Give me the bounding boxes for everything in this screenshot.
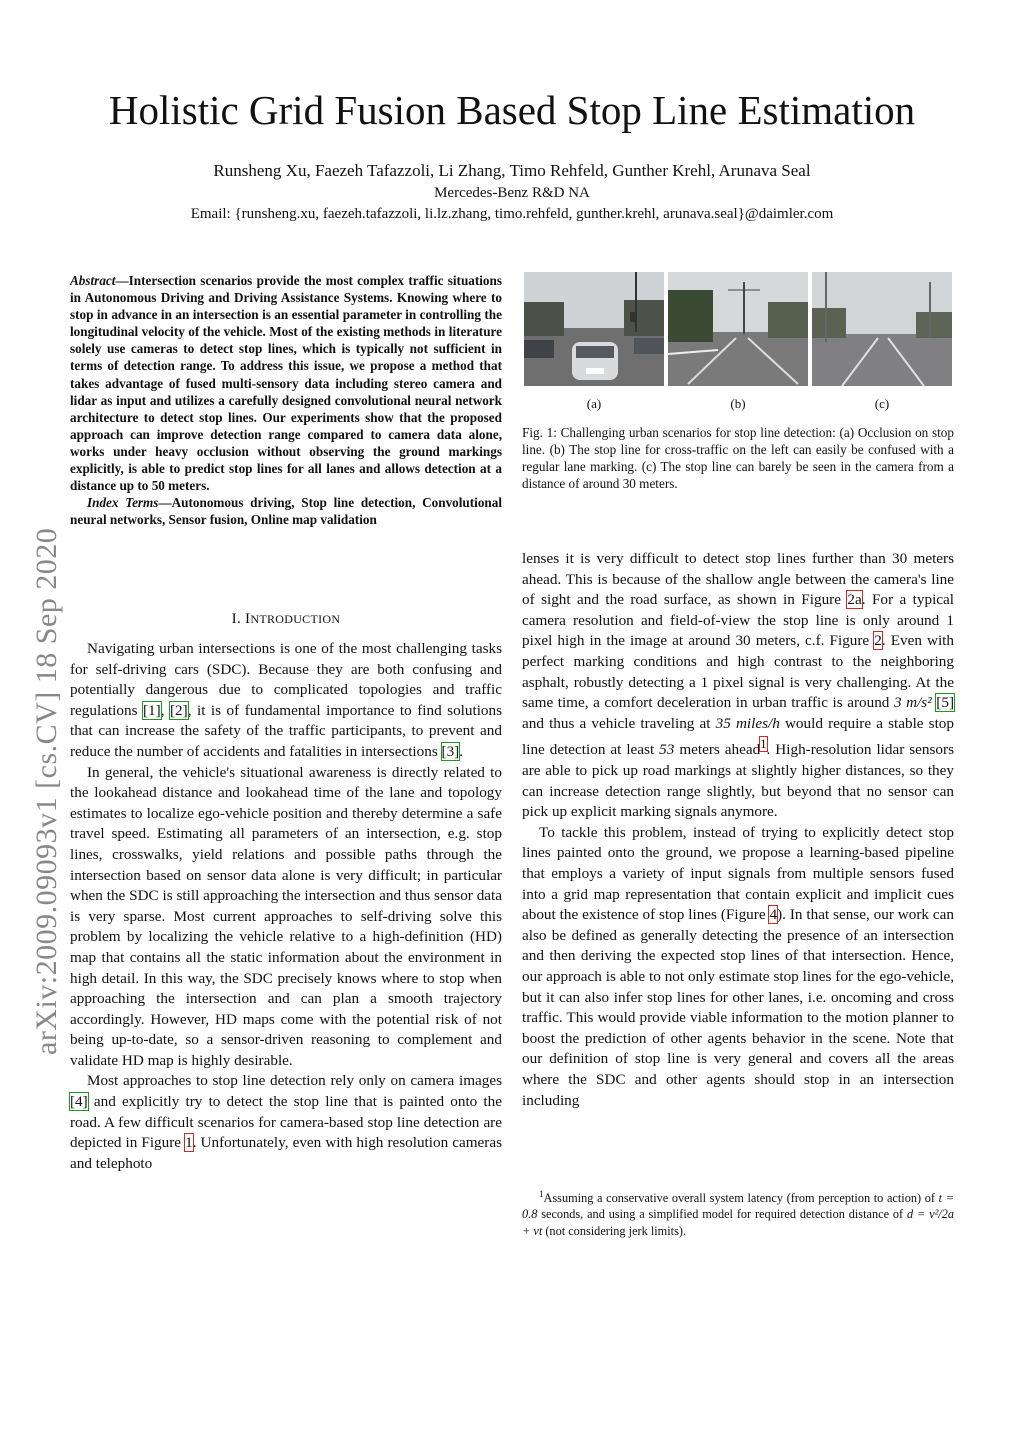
citation-link[interactable]: [5] [936, 694, 955, 712]
paragraph: lenses it is very difficult to detect stop lines further than 30 meters ahead. This is because of the shallow angle between the camera's line of sight and the road surface, as shown in Figure 2a. For a typical camera resolution and field-of-view the stop line is only around 1 pixel high in the image at around 30 meters, c.f. Figure 2. Even with perfect marking conditions and high contrast to the neighboring asphalt, robustly detecting a 1 pixel signal is very challenging. At the same time, a comfort deceleration in urban traffic is around 3 m/s² [5] and thus a vehicle traveling at 35 miles/h would require a stable stop line detection at least 53 meters ahead$^1$. High-resolution lidar sensors are able to pick up road markings at slightly higher distances, so they can increase detection range slightly, but beyond that no sensor can pick up explicit marking signals anymore. [522, 550, 955, 821]
figure-1-caption: Fig. 1: Challenging urban scenarios for stop line detection: (a) Occlusion on stop line. (b) The stop line for cross-traffic on the left can easily be confused with a regular lane marking. (c) The stop line can barely be seen in the camera from a distance of around 30 meters. [522, 425, 954, 492]
abstract-label: Abstract [70, 273, 116, 288]
paragraph: To tackle this problem, instead of trying to explicitly detect stop lines painted onto the ground, we propose a learning-based pipeline that employs a variety of input signals from multiple sensors fused into a grid map representation that contain explicit and implicit cues about the existence of stop lines (Figure 4). In that sense, our work can also be defined as generally detecting the presence of an intersection and then deriving the expected stop lines of that intersection. Hence, our approach is able to not only estimate stop lines for the ego-vehicle, but it can also infer stop lines for other lanes, i.e. oncoming and cross traffic. This would provide viable information to the motion planner to boost the prediction of other agents behavior in the scene. Note that our definition of stop line is very general and covers all the areas where the SDC and other agents should stop in an intersection including [522, 823, 954, 1109]
arxiv-identifier: arXiv:2009.09093v1 [cs.CV] 18 Sep 2020 [30, 527, 63, 1055]
index-terms-label: Index Terms [87, 495, 159, 511]
citation-link[interactable]: [2] [170, 701, 188, 719]
footnote-link[interactable]: 1 [760, 737, 767, 752]
figure-1b-photo [668, 272, 808, 386]
citation-link[interactable]: [3] [441, 742, 460, 760]
abstract [70, 272, 502, 528]
subfigure-label: (b) [730, 396, 746, 411]
introduction-right-column [522, 549, 954, 1111]
figure-link[interactable]: 4 [769, 906, 778, 924]
paper-title: Holistic Grid Fusion Based Stop Line Estimation [108, 87, 916, 133]
introduction-left-column [70, 639, 502, 1174]
footnote: $^1$Assuming a conservative overall system latency (from perception to action) of t = 0.8 seconds, and using a simplified model for required detection distance of d = v²/2a + vt (not considering jerk limits). [522, 1189, 955, 1238]
citation-link[interactable]: [1] [142, 701, 161, 719]
author-list: Runsheng Xu, Faezeh Tafazzoli, Li Zhang, Timo Rehfeld, Gunther Krehl, Arunava Seal [213, 161, 811, 180]
author-emails: Email: {runsheng.xu, faezeh.tafazzoli, li.lz.zhang, timo.rehfeld, gunther.krehl, arunava.seal}@daimler.com [190, 206, 834, 222]
citation-link[interactable]: [4] [70, 1093, 88, 1111]
figure-1c-photo [812, 272, 952, 386]
subfigure-label: (c) [874, 396, 890, 411]
paragraph: In general, the vehicle's situational awareness is directly related to the lookahead distance and lookahead time of the lane and topology estimates to localize ego-vehicle position and thereby determine a safe travel speed. Estimating all parameters of an intersection, e.g. stop lines, crosswalks, yield relations and possible paths through the intersection based on sensor data alone is very difficult; in particular when the SDC is still approaching the intersection and thus sensor data is very sparse. Most current approaches to self-driving solve this problem by localizing the vehicle relative to a high-definition (HD) map that contains all the static information about the environment in high detail. In this way, the SDC precisely knows where to stop when approaching the intersection and can plan a smooth trajectory accordingly. However, HD maps come with the potential risk of not being up-to-date, so a sensor-driven reasoning to complement and validate HD map is highly desirable. [70, 763, 502, 1069]
figure-link[interactable]: 1 [185, 1134, 193, 1152]
paragraph: Most approaches to stop line detection rely only on camera images [4] and explicitly try to detect the stop line that is painted onto the road. A few difficult scenarios for camera-based stop line detection are depicted in Figure 1. Unfortunately, even with high resolution cameras and telephoto [70, 1072, 502, 1172]
index-terms-text: —Autonomous driving, Stop line detection, Convolutional neural networks, Sensor fusion, Online map validation [70, 495, 502, 528]
section-heading-introduction: I. INTRODUCTION [231, 611, 341, 627]
figure-1-images [524, 272, 952, 386]
subfigure-label: (a) [586, 396, 602, 411]
abstract-text: —Intersection scenarios provide the most complex traffic situations in Autonomous Driving and Driving Assistance Systems. Knowing where to stop in advance in an intersection is an essential parameter in controlling the longitudinal velocity of the vehicle. Most of the existing methods in literature solely use cameras to detect stop lines, which is typically not sufficient in terms of detection range. To address this issue, we propose a method that takes advantage of fused multi-sensory data including stereo camera and lidar as input and utilizes a carefully designed convolutional neural network architecture to detect stop lines. Our experiments show that the proposed approach can improve detection range compared to camera data alone, works under heavy occlusion without observing the ground markings explicitly, is able to predict stop lines for all lanes and allows detection at a distance up to 50 meters. [70, 273, 502, 494]
figure-1-subfigure-labels [524, 396, 952, 414]
figure-1a-photo [524, 272, 664, 386]
figure-link[interactable]: 2 [874, 632, 882, 650]
paragraph: Navigating urban intersections is one of the most challenging tasks for self-driving cars (SDC). Because they are both confusing and potentially dangerous due to complicated topologies and traffic regulations [1], [2], it is of fundamental importance to find solutions that can increase the safety of the traffic participants, to prevent and reduce the number of accidents and fatalities in intersections [3]. [70, 640, 503, 760]
figure-link[interactable]: 2a [847, 591, 862, 609]
affiliation: Mercedes-Benz R&D NA [434, 185, 590, 201]
